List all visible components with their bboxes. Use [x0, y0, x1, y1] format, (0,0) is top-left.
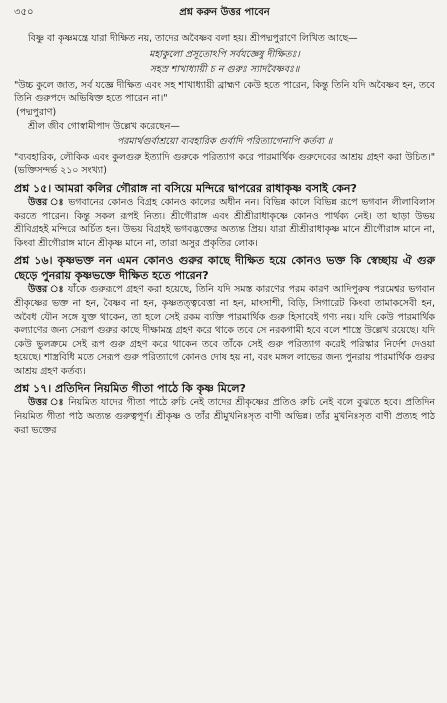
- answer-15-label: উত্তর ঃ: [28, 196, 65, 208]
- question-15-label: প্রশ্ন ১৫।: [14, 181, 52, 195]
- answer-16: [14, 283, 435, 378]
- question-17-label: প্রশ্ন ১৭।: [14, 382, 52, 396]
- answer-15: [14, 196, 435, 250]
- page-number: ৩৫০: [14, 7, 34, 18]
- question-17: [14, 381, 435, 396]
- question-17-text: প্রতিদিন নিয়মিত গীতা পাঠে কি কৃষ্ণ মিলে?: [55, 382, 246, 396]
- answer-17-text: নিয়মিত যাদের গীতা পাঠে রুচি নেই তাদের শ্রীকৃষ্ণের প্রতিও রুচি নেই বলে বুঝতে হবে। প্রতিদিন নিয়মিত গীতা পাঠ অত্যন্ত গুরুত্বপূর্ণ। শ্রীকৃষ্ণ ও তাঁর শ্রীমুখনিঃসৃত বাণী অভিন্ন। তাঁর মুখনিঃসৃত বাণী প্রত্যহ পাঠ করা ভক্তের: [14, 397, 435, 436]
- question-16: [14, 253, 435, 283]
- answer-15-text: ভগবানের কোনও বিগ্রহ কোনও কালের অধীন নন। বিভিন্ন কালে বিভিন্ন রূপে ভগবান লীলাবিলাস করতে পারেন। কিন্তু সকল রূপই নিত্য। শ্রীগৌরাঙ্গ এবং শ্রীশ্রীরাধাকৃষ্ণে কোনও পার্থক্য নেই। তা ছাড়া উভয় শ্রীবিগ্রহই মন্দিরে অর্চিত হন। উভয় বিগ্রহই ভগবদ্ভক্তের অত্যন্ত প্রিয়। যারা শ্রীশ্রীরাধাকৃষ্ণ মানে শ্রীগৌরাঙ্গ মানে না, কিংবা শ্রীগৌরাঙ্গ মানে শ্রীকৃষ্ণ মানে না, তারা অসুর প্রকৃতির লোক।: [14, 196, 435, 249]
- verse-2: পরমার্থগুর্বাশ্রয়ো ব্যবহারিক গুর্বাদি পরিত্যাগেনাপি কর্তব্য ॥: [116, 136, 333, 148]
- verse-source: (পদ্মপুরাণ): [16, 106, 57, 118]
- running-title: প্রশ্ন করুন উত্তর পাবেন: [179, 7, 270, 18]
- verse-1-line-1: মহাকুলো প্রসূতোঽপি সর্বযজ্ঞেষু দীক্ষিতঃ।: [149, 48, 300, 60]
- question-16-label: প্রশ্ন ১৬।: [14, 254, 53, 268]
- question-15-text: আমরা কলির গৌরাঙ্গ না বসিয়ে মন্দিরে দ্বাপরের রাধাকৃষ্ণ বসাই কেন?: [55, 181, 357, 195]
- question-16-text: কৃষ্ণভক্ত নন এমন কোনও গুরুর কাছে দীক্ষিত হয়ে কোনও ভক্ত কি স্বেচ্ছায় ঐ গুরু ছেড়ে পুনরায় কৃষ্ণভক্তে দীক্ষিত হতে পারেন?: [14, 254, 436, 283]
- page-header: [14, 6, 435, 26]
- question-15: [14, 181, 435, 196]
- answer-17-label: উত্তর ঃ: [28, 397, 65, 409]
- answer-17: [14, 396, 435, 437]
- verse-1-line-2: সহস্র শাখাধ্যায়ী চ ন গুরুঃ স্যাদবৈষ্ণবঃ॥: [149, 64, 300, 76]
- paragraph-intro: বিষ্ণু বা কৃষ্ণমন্ত্রে যারা দীক্ষিত নয়, তাদের অবৈষ্ণব বলা হয়। শ্রীপদ্মপুরাণে লিখিত আছে—: [28, 33, 358, 44]
- verse-translation: "উচ্চ কুলে জাত, সর্ব যজ্ঞে দীক্ষিত এবং সহ শাখাধ্যায়ী ব্রাহ্মণ কেউ হতে পারেন, কিন্তু তিনি যদি অবৈষ্ণব হন, তবে তিনি গুরুপদে অভিষিক্ত হতে পারেন না।": [14, 79, 435, 105]
- paragraph-jiva-goswami: শ্রীল জীব গোস্বামীপাদ উল্লেখ করেছেন—: [28, 120, 180, 132]
- verse-2-translation: "ব্যবহারিক, লৌকিক এবং কুলগুরু ইত্যাদি গুরুকে পরিত্যাগ করে পারমার্থিক গুরুদেবের আশ্রয় গ্রহণ করা উচিত।" (ভক্তিসন্দর্ভ ২১০ সংখ্যা): [14, 151, 435, 177]
- answer-16-label: উত্তর ঃ: [28, 284, 65, 296]
- answer-16-text: যাঁকে গুরুরূপে গ্রহণ করা হয়েছে, তিনি যদি সমস্ত কারণের পরম কারণ আদিপুরুষ পরমেশ্বর ভগবান শ্রীকৃষ্ণের ভক্ত না হন, বৈষ্ণব না হন, কৃষ্ণতত্ত্ববেত্তা না হন, মাংসাশী, বিড়ি, সিগারেট কিংবা তামাকসেবী হন, অবৈধ যৌন সঙ্গে যুক্ত থাকেন, তা হলে সেই রকম ব্যক্তি পারমার্থিক গুরু হিসাবেই গণ্য নয়। যদি কেউ পারমার্থিক কল্যাণের জন্য সেরূপ গুরুর কাছে দীক্ষামন্ত্র গ্রহণ করে থাকে তবে সে নরকগামী হবে বলে শাস্ত্রে উল্লেখ রয়েছে। যদি কেউ ভুলক্রমে সেই রূপ গুরু গ্রহণ করে থাকেন তবে তাঁকে সেই গুরু পরিত্যাগ করেই পরিস্কার নির্দেশ দেওয়া হয়েছে। শাস্ত্রবিধি মতে সেরূপ গুরু পরিত্যাগে কোনও দোষ হয় না, বরং মঙ্গল লাভের জন্য পুনরায় পারমার্থিক গুরুর আশ্রয় গ্রহণ কর্তব্য।: [14, 284, 435, 377]
